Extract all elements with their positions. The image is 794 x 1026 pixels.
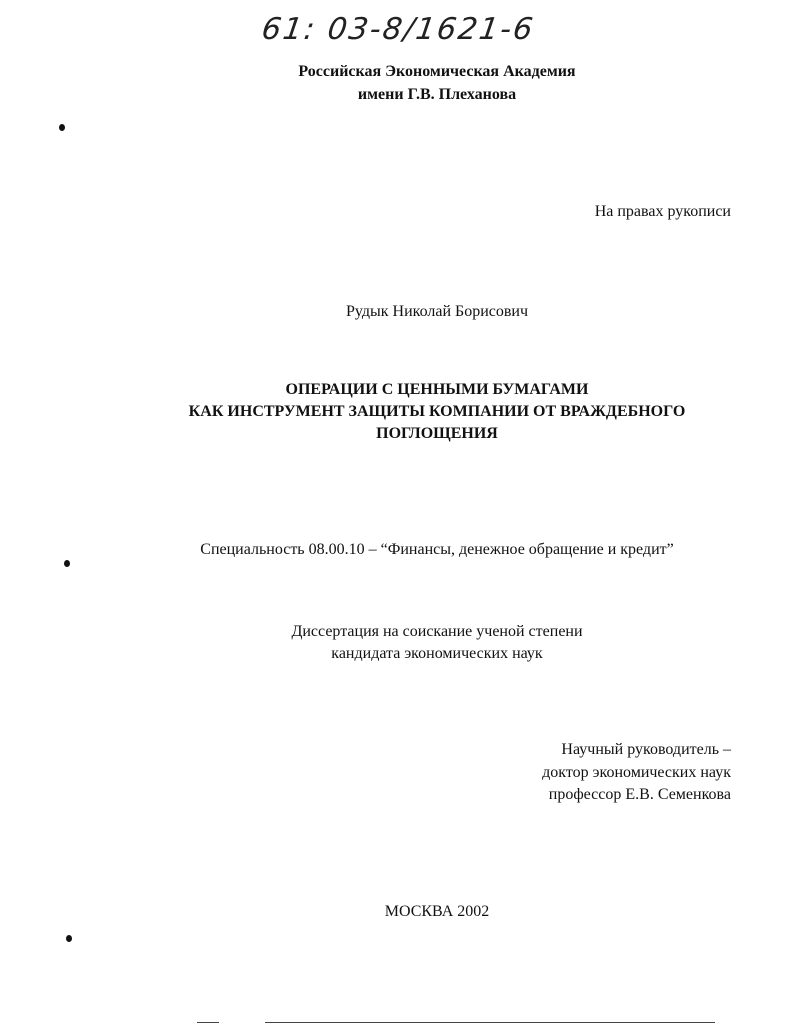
scan-edge-line — [197, 1022, 219, 1023]
degree-line-1: Диссертация на соискание ученой степени — [291, 623, 583, 640]
city-year: МОСКВА 2002 — [384, 903, 490, 920]
title-line-1: ОПЕРАЦИИ С ЦЕННЫМИ БУМАГАМИ — [285, 381, 589, 398]
specialty: Специальность 08.00.10 – “Финансы, денежное обращение и кредит” — [200, 541, 674, 558]
supervisor-line-1: Научный руководитель – — [561, 741, 731, 758]
handwritten-annotation: 61: 03-8/1621-6 — [259, 12, 537, 47]
supervisor-line-3: профессор Е.В. Семенкова — [548, 786, 731, 803]
author-name: Рудык Николай Борисович — [345, 303, 529, 320]
title-line-2: КАК ИНСТРУМЕНТ ЗАЩИТЫ КОМПАНИИ ОТ ВРАЖДЕБНОГО — [188, 403, 686, 420]
institution-line-2: имени Г.В. Плеханова — [357, 86, 517, 103]
institution-line-1: Российская Экономическая Академия — [298, 63, 576, 80]
binding-hole-mark — [64, 560, 70, 567]
manuscript-note: На правах рукописи — [594, 203, 731, 220]
title-line-3: ПОГЛОЩЕНИЯ — [376, 425, 498, 442]
binding-hole-mark — [59, 124, 65, 131]
binding-hole-mark — [66, 935, 72, 942]
supervisor-line-2: доктор экономических наук — [542, 764, 731, 781]
scan-edge-line — [265, 1022, 715, 1023]
degree-line-2: кандидата экономических наук — [331, 645, 543, 662]
